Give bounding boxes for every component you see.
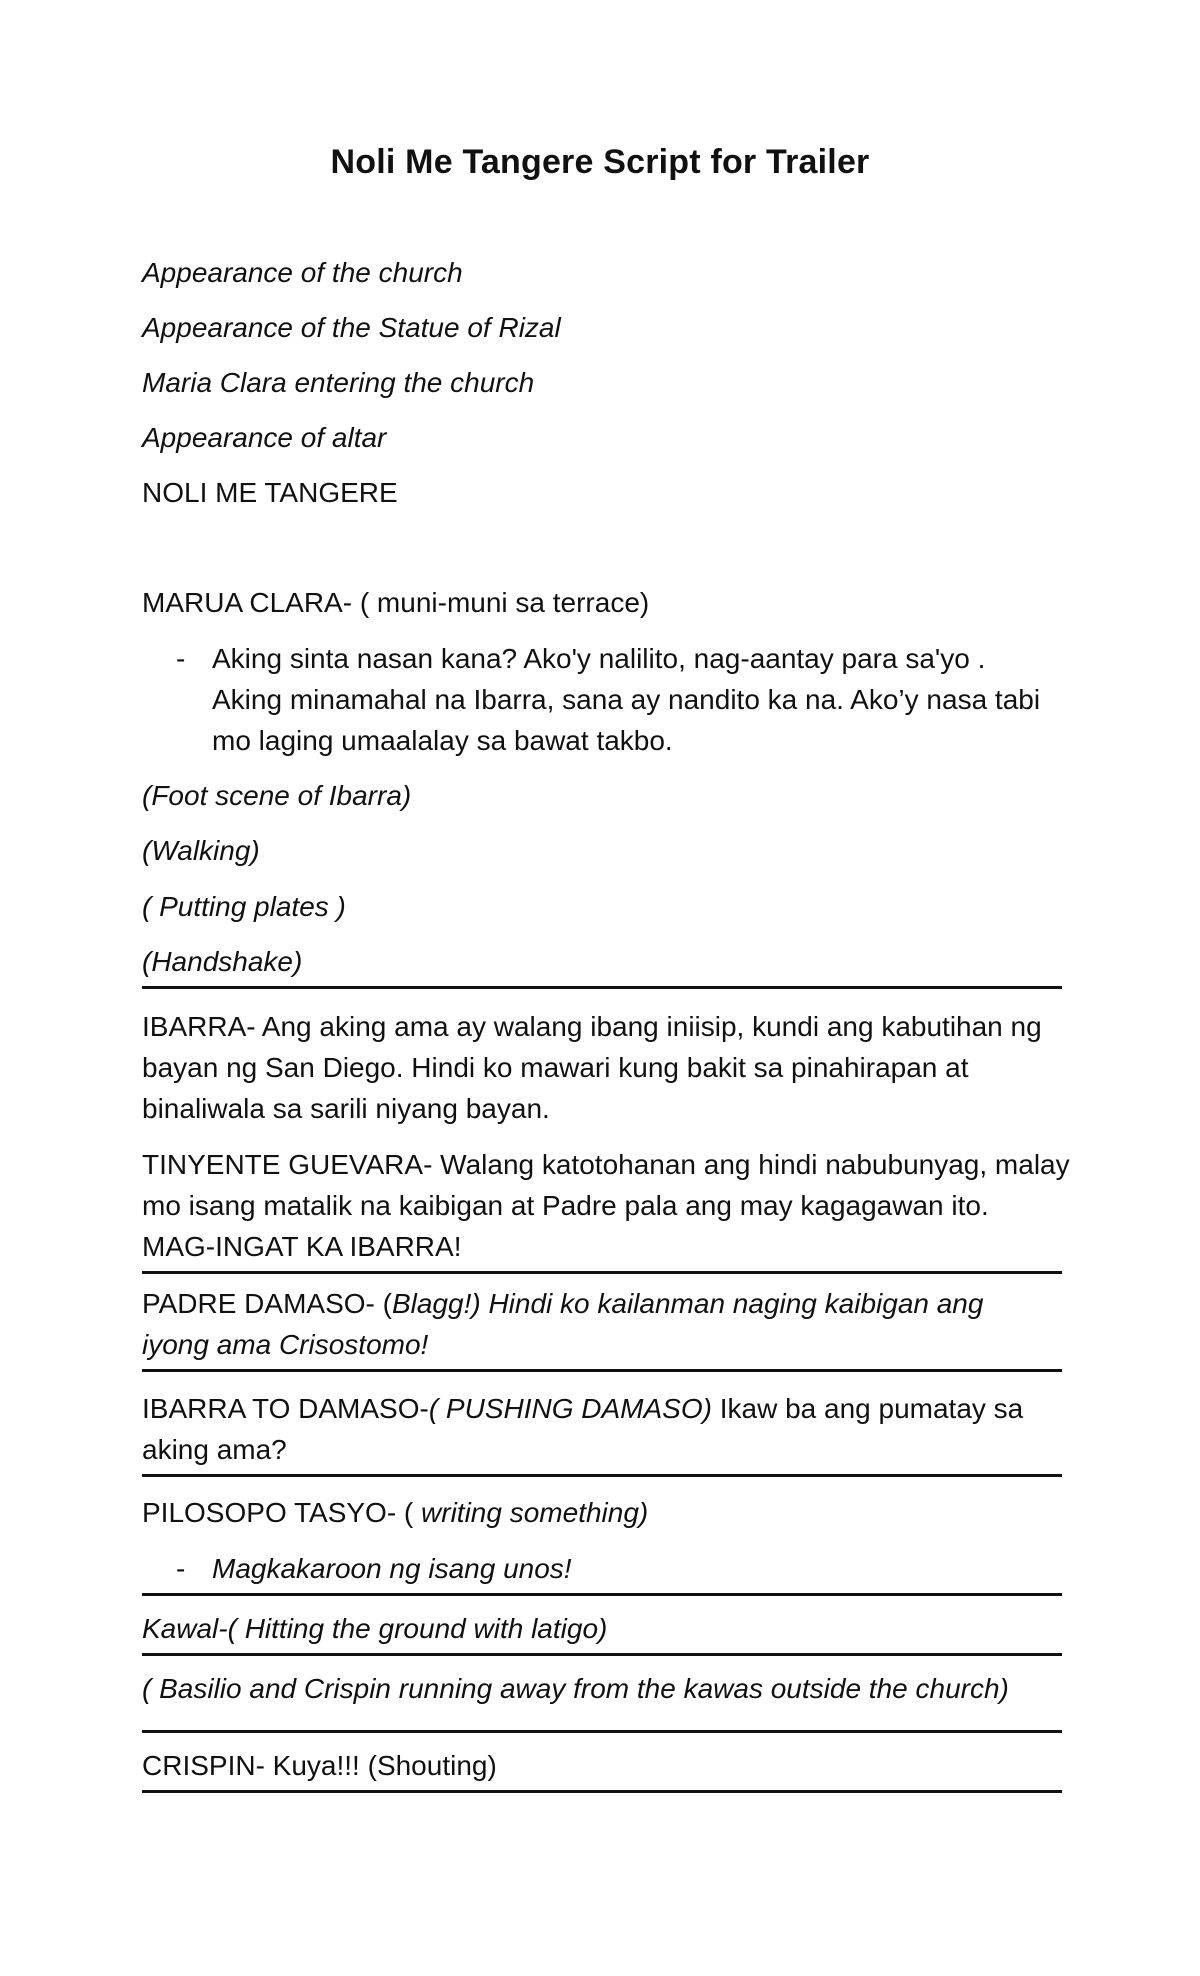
ibarra-dialogue: bayan ng San Diego. Hindi ko mawari kung bakit sa pinahirapan at	[142, 1052, 969, 1083]
divider	[142, 1474, 1062, 1477]
maria-clara-dialogue: Aking sinta nasan kana? Ako'y nalilito, nag-aantay para sa'yo .	[212, 643, 986, 674]
stage-direction: (Walking)	[142, 835, 260, 866]
divider	[142, 1593, 1062, 1596]
damaso-dialogue	[142, 1283, 1062, 1324]
tasyo-dialogue	[142, 1492, 1062, 1533]
divider	[142, 986, 1062, 989]
divider	[142, 1369, 1062, 1372]
maria-clara-dialogue: Aking minamahal na Ibarra, sana ay nandito ka na. Ako’y nasa tabi	[212, 684, 1041, 715]
ibarra-question-line2: aking ama?	[142, 1434, 287, 1465]
tasyo-action: writing something)	[421, 1497, 649, 1528]
noli-heading: NOLI ME TANGERE	[142, 477, 398, 508]
stage-direction: (Handshake)	[142, 946, 303, 977]
ibarra-to-damaso-dialogue	[142, 1388, 1062, 1429]
ibarra-question: Ikaw ba ang pumatay sa	[711, 1393, 1024, 1424]
divider	[142, 1271, 1062, 1274]
ibarra-to-damaso-speaker: IBARRA TO DAMASO-	[142, 1393, 429, 1424]
divider	[142, 1790, 1062, 1793]
guevara-dialogue: mo isang matalik na kaibigan at Padre pala ang may kagagawan ito.	[142, 1190, 989, 1221]
kawal-direction: Kawal-( Hitting the ground with latigo)	[142, 1613, 608, 1644]
divider	[142, 1653, 1062, 1656]
dialogue-dash: -	[176, 1553, 186, 1584]
maria-clara-dialogue: mo laging umaalalay sa bawat takbo.	[212, 725, 673, 756]
crispin-dialogue: CRISPIN- Kuya!!! (Shouting)	[142, 1750, 497, 1781]
damaso-line: iyong ama Crisostomo!	[142, 1329, 429, 1360]
stage-direction: (Foot scene of Ibarra)	[142, 780, 412, 811]
intro-line: Appearance of altar	[142, 422, 387, 453]
dialogue-dash: -	[176, 643, 186, 674]
damaso-speaker: PADRE DAMASO- (	[142, 1288, 392, 1319]
ibarra-dialogue: IBARRA- Ang aking ama ay walang ibang iniisip, kundi ang kabutihan ng	[142, 1011, 1042, 1042]
guevara-dialogue: MAG-INGAT KA IBARRA!	[142, 1231, 462, 1262]
ibarra-action: ( PUSHING DAMASO)	[428, 1393, 712, 1424]
basilio-direction: ( Basilio and Crispin running away from the kawas outside the church)	[142, 1673, 1009, 1704]
guevara-dialogue: TINYENTE GUEVARA- Walang katotohanan ang hindi nabubunyag, malay	[142, 1149, 1070, 1180]
maria-clara-label: MARUA CLARA- ( muni-muni sa terrace)	[142, 587, 650, 618]
intro-line: Maria Clara entering the church	[142, 367, 535, 398]
divider	[142, 1730, 1062, 1733]
tasyo-speaker: PILOSOPO TASYO- (	[142, 1497, 422, 1528]
stage-direction: ( Putting plates )	[142, 891, 346, 922]
tasyo-line: Magkakaroon ng isang unos!	[212, 1553, 572, 1584]
intro-line: Appearance of the Statue of Rizal	[142, 312, 561, 343]
damaso-line: Blagg!) Hindi ko kailanman naging kaibigan ang	[391, 1288, 984, 1319]
intro-line: Appearance of the church	[142, 257, 463, 288]
page-title: Noli Me Tangere Script for Trailer	[330, 143, 870, 181]
ibarra-dialogue: binaliwala sa sarili niyang bayan.	[142, 1093, 550, 1124]
